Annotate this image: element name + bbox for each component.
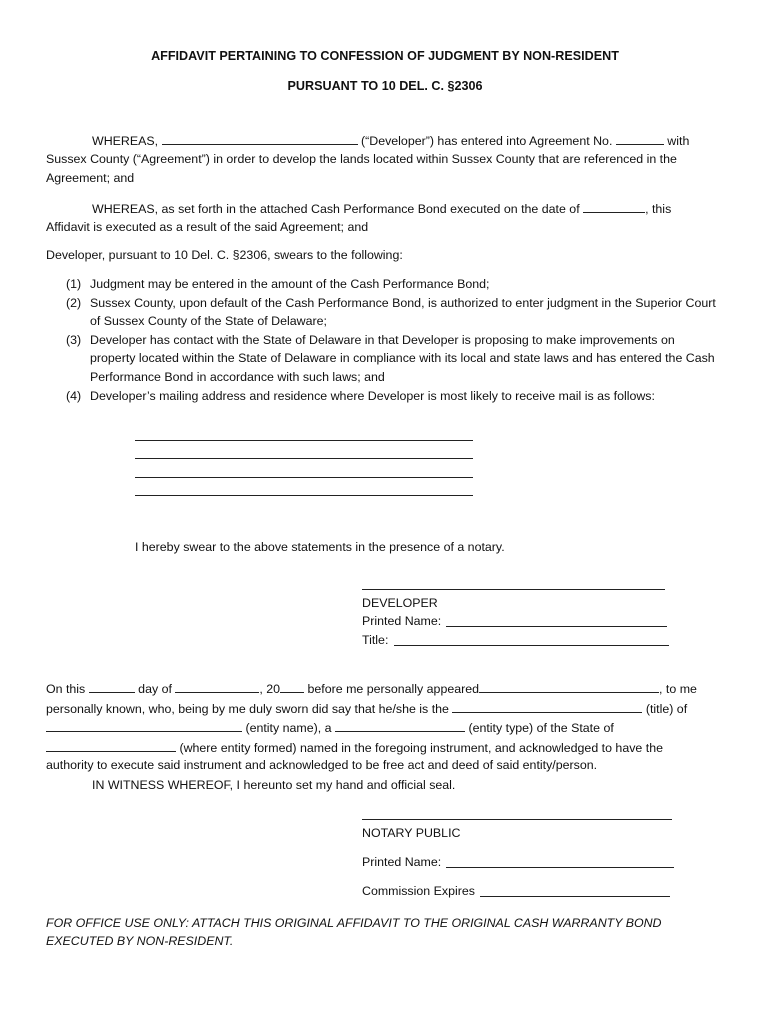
notary-text-i: (entity type) of the State of (468, 721, 614, 735)
notary-signature-line[interactable] (362, 819, 672, 820)
developer-printed-name-label: Printed Name: (362, 614, 442, 628)
list-item (66, 275, 716, 294)
notary-text-c: , 20 (259, 682, 281, 696)
month-blank[interactable] (175, 679, 259, 693)
whereas2-text-a: WHEREAS, as set forth in the attached Cash Performance Bond executed on the date of (92, 202, 580, 216)
address-line-3[interactable] (135, 477, 473, 478)
list-item-number: (1) (66, 277, 82, 291)
notary-text-d: before me personally appeared (307, 682, 480, 696)
commission-expires-line[interactable] (480, 896, 670, 897)
notary-text-j: (where entity formed) named in the foregoing instrument, and acknowledged to have the (179, 740, 663, 755)
address-line-2[interactable] (135, 458, 473, 459)
whereas1-text-d: Sussex County (“Agreement”) in order to develop the lands located within Sussex County that are referenced in the Agreement; and (46, 152, 677, 185)
document-title: AFFIDAVIT PERTAINING TO CONFESSION OF JUDGMENT BY NON-RESIDENT (151, 49, 619, 63)
notary-public-label: NOTARY PUBLIC (362, 826, 461, 840)
address-line-1[interactable] (135, 440, 473, 441)
witness-statement: IN WITNESS WHEREOF, I hereunto set my hand and official seal. (92, 778, 456, 792)
notary-text-e: , to me (659, 682, 697, 696)
agreement-number-blank[interactable] (616, 131, 664, 145)
title-blank[interactable] (452, 699, 642, 713)
list-item-text: Sussex County, upon default of the Cash Performance Bond, is authorized to enter judgment in the Superior Court of Sussex County of the State of Delaware; (90, 295, 716, 329)
whereas1-text-a: WHEREAS, (92, 134, 159, 148)
swears-statement: Developer, pursuant to 10 Del. C. §2306, swears to the following: (46, 248, 403, 262)
list-item (66, 331, 716, 387)
year-blank[interactable] (280, 679, 304, 693)
list-item-number: (2) (66, 295, 82, 310)
notary-text-b: day of (138, 682, 172, 696)
notary-text-k: authority to execute said instrument and acknowledged to be free act and deed of said entity/person. (46, 758, 598, 772)
whereas2-text-b: , this Affidavit is executed as a result of the said Agreement; and (46, 202, 672, 235)
whereas1-text-b: (“Developer”) has entered into Agreement No. (361, 134, 613, 148)
notary-printed-name-label: Printed Name: (362, 855, 442, 869)
list-item-text: Developer’s mailing address and residence where Developer is most likely to receive mail is as follows: (90, 388, 655, 403)
notary-printed-name-line[interactable] (446, 867, 674, 868)
notary-text-f: personally known, who, being by me duly sworn did say that he/she is the (46, 701, 449, 716)
office-use-footer: FOR OFFICE USE ONLY: ATTACH THIS ORIGINAL AFFIDAVIT TO THE ORIGINAL CASH WARRANTY BOND EXECUTED BY NON-RESIDENT. (46, 916, 662, 948)
developer-printed-name-line[interactable] (446, 626, 667, 627)
sworn-statements-list (66, 275, 716, 405)
developer-label: DEVELOPER (362, 596, 438, 610)
notary-text-a: On this (46, 682, 86, 696)
appeared-name-blank[interactable] (479, 679, 659, 693)
notary-text-g: (title) of (645, 701, 688, 716)
developer-title-line[interactable] (394, 645, 669, 646)
commission-expires-label: Commission Expires (362, 884, 475, 898)
whereas1-text-c: with (667, 134, 690, 148)
developer-title-label: Title: (362, 633, 389, 647)
list-item (66, 294, 716, 331)
entity-formed-blank[interactable] (46, 738, 176, 752)
developer-signature-line[interactable] (362, 589, 665, 590)
entity-type-blank[interactable] (335, 718, 465, 732)
whereas-paragraph-1 (46, 131, 706, 187)
swear-statement: I hereby swear to the above statements in the presence of a notary. (135, 540, 505, 554)
developer-name-blank[interactable] (162, 131, 358, 145)
list-item-text: Judgment may be entered in the amount of the Cash Performance Bond; (90, 277, 490, 291)
document-subtitle: PURSUANT TO 10 DEL. C. §2306 (287, 79, 483, 93)
whereas-paragraph-2 (46, 199, 706, 237)
entity-name-blank[interactable] (46, 718, 242, 732)
address-line-4[interactable] (135, 495, 473, 496)
day-blank[interactable] (89, 679, 135, 693)
list-item-number: (4) (66, 388, 82, 403)
notary-paragraph (46, 679, 716, 775)
list-item-text: Developer has contact with the State of Delaware in that Developer is proposing to make improvements on property located within the State of Delaware in compliance with its local and state laws and has entered the Cash Performance Bond in accordance with such laws; and (90, 332, 715, 384)
notary-text-h: (entity name), a (245, 721, 332, 735)
list-item (66, 387, 716, 406)
bond-date-blank[interactable] (583, 199, 645, 213)
list-item-number: (3) (66, 332, 82, 347)
